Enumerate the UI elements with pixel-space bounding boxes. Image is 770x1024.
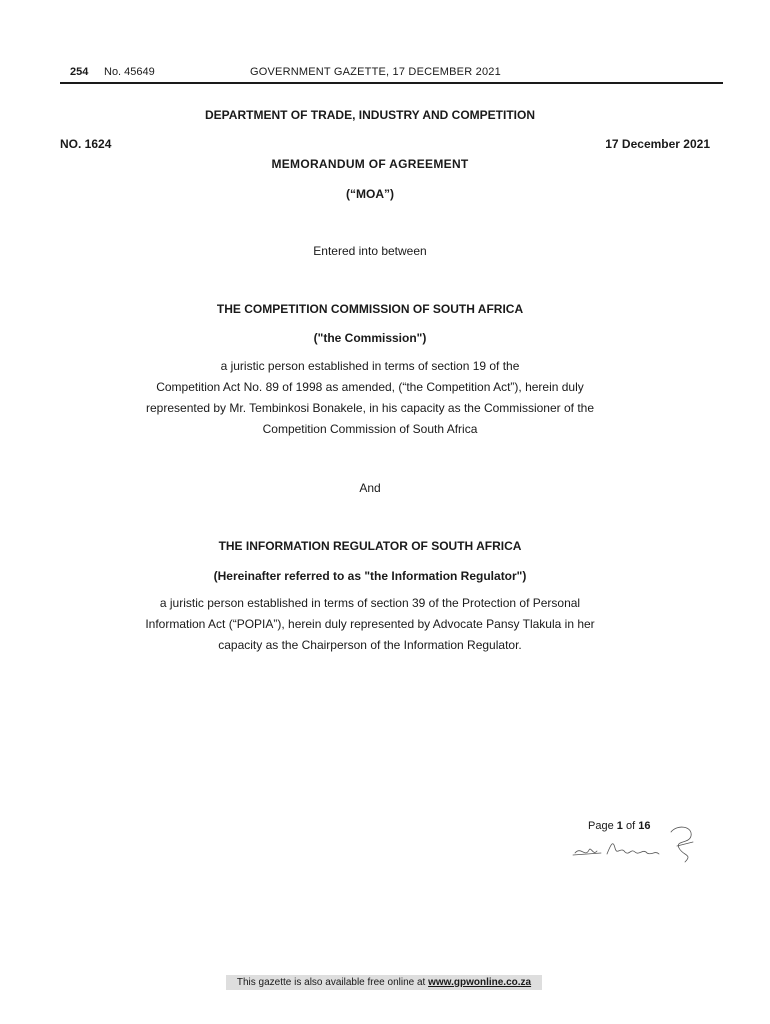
party1-line: a juristic person established in terms of section 19 of the	[220, 359, 520, 373]
page-total: 16	[638, 820, 651, 832]
gazette-page-number: 254	[70, 66, 89, 78]
party2-name: THE INFORMATION REGULATOR OF SOUTH AFRICA	[218, 539, 522, 553]
page-counter-separator: of	[625, 820, 636, 832]
conjunction-and: And	[359, 481, 381, 495]
party1-name: THE COMPETITION COMMISSION OF SOUTH AFRICA	[216, 302, 524, 316]
notice-date: 17 December 2021	[605, 137, 710, 151]
party2-line: capacity as the Chairperson of the Information Regulator.	[218, 638, 522, 652]
party2-description	[0, 593, 740, 656]
signature-icon	[567, 818, 707, 868]
department-heading: DEPARTMENT OF TRADE, INDUSTRY AND COMPETITION	[205, 108, 535, 122]
gazette-title: GOVERNMENT GAZETTE, 17 DECEMBER 2021	[250, 66, 501, 78]
agreement-abbreviation: (“MOA”)	[346, 187, 394, 201]
party1-line: represented by Mr. Tembinkosi Bonakele, in his capacity as the Commissioner of the	[146, 401, 594, 415]
party2-line: Information Act (“POPIA”), herein duly represented by Advocate Pansy Tlakula in her	[145, 617, 595, 631]
agreement-title: MEMORANDUM OF AGREEMENT	[271, 157, 469, 171]
entered-into-text: Entered into between	[313, 244, 427, 258]
footer-banner	[226, 975, 542, 990]
party1-alias: ("the Commission")	[313, 331, 427, 345]
footer-link[interactable]: www.gpwonline.co.za	[428, 977, 532, 988]
notice-number: NO. 1624	[60, 137, 112, 151]
party2-alias: (Hereinafter referred to as "the Information Regulator")	[213, 569, 527, 583]
header-divider	[60, 82, 723, 84]
page-current: 1	[616, 820, 623, 832]
footer-text: This gazette is also available free online at	[236, 977, 426, 988]
party2-line: a juristic person established in terms of section 39 of the Protection of Personal	[159, 596, 581, 610]
gazette-issue-number: No. 45649	[104, 66, 155, 78]
party1-line: Competition Act No. 89 of 1998 as amended, (“the Competition Act”), herein duly	[156, 380, 584, 394]
party1-line: Competition Commission of South Africa	[262, 422, 478, 436]
party1-description	[0, 356, 740, 440]
page-counter-prefix: Page	[588, 820, 614, 832]
